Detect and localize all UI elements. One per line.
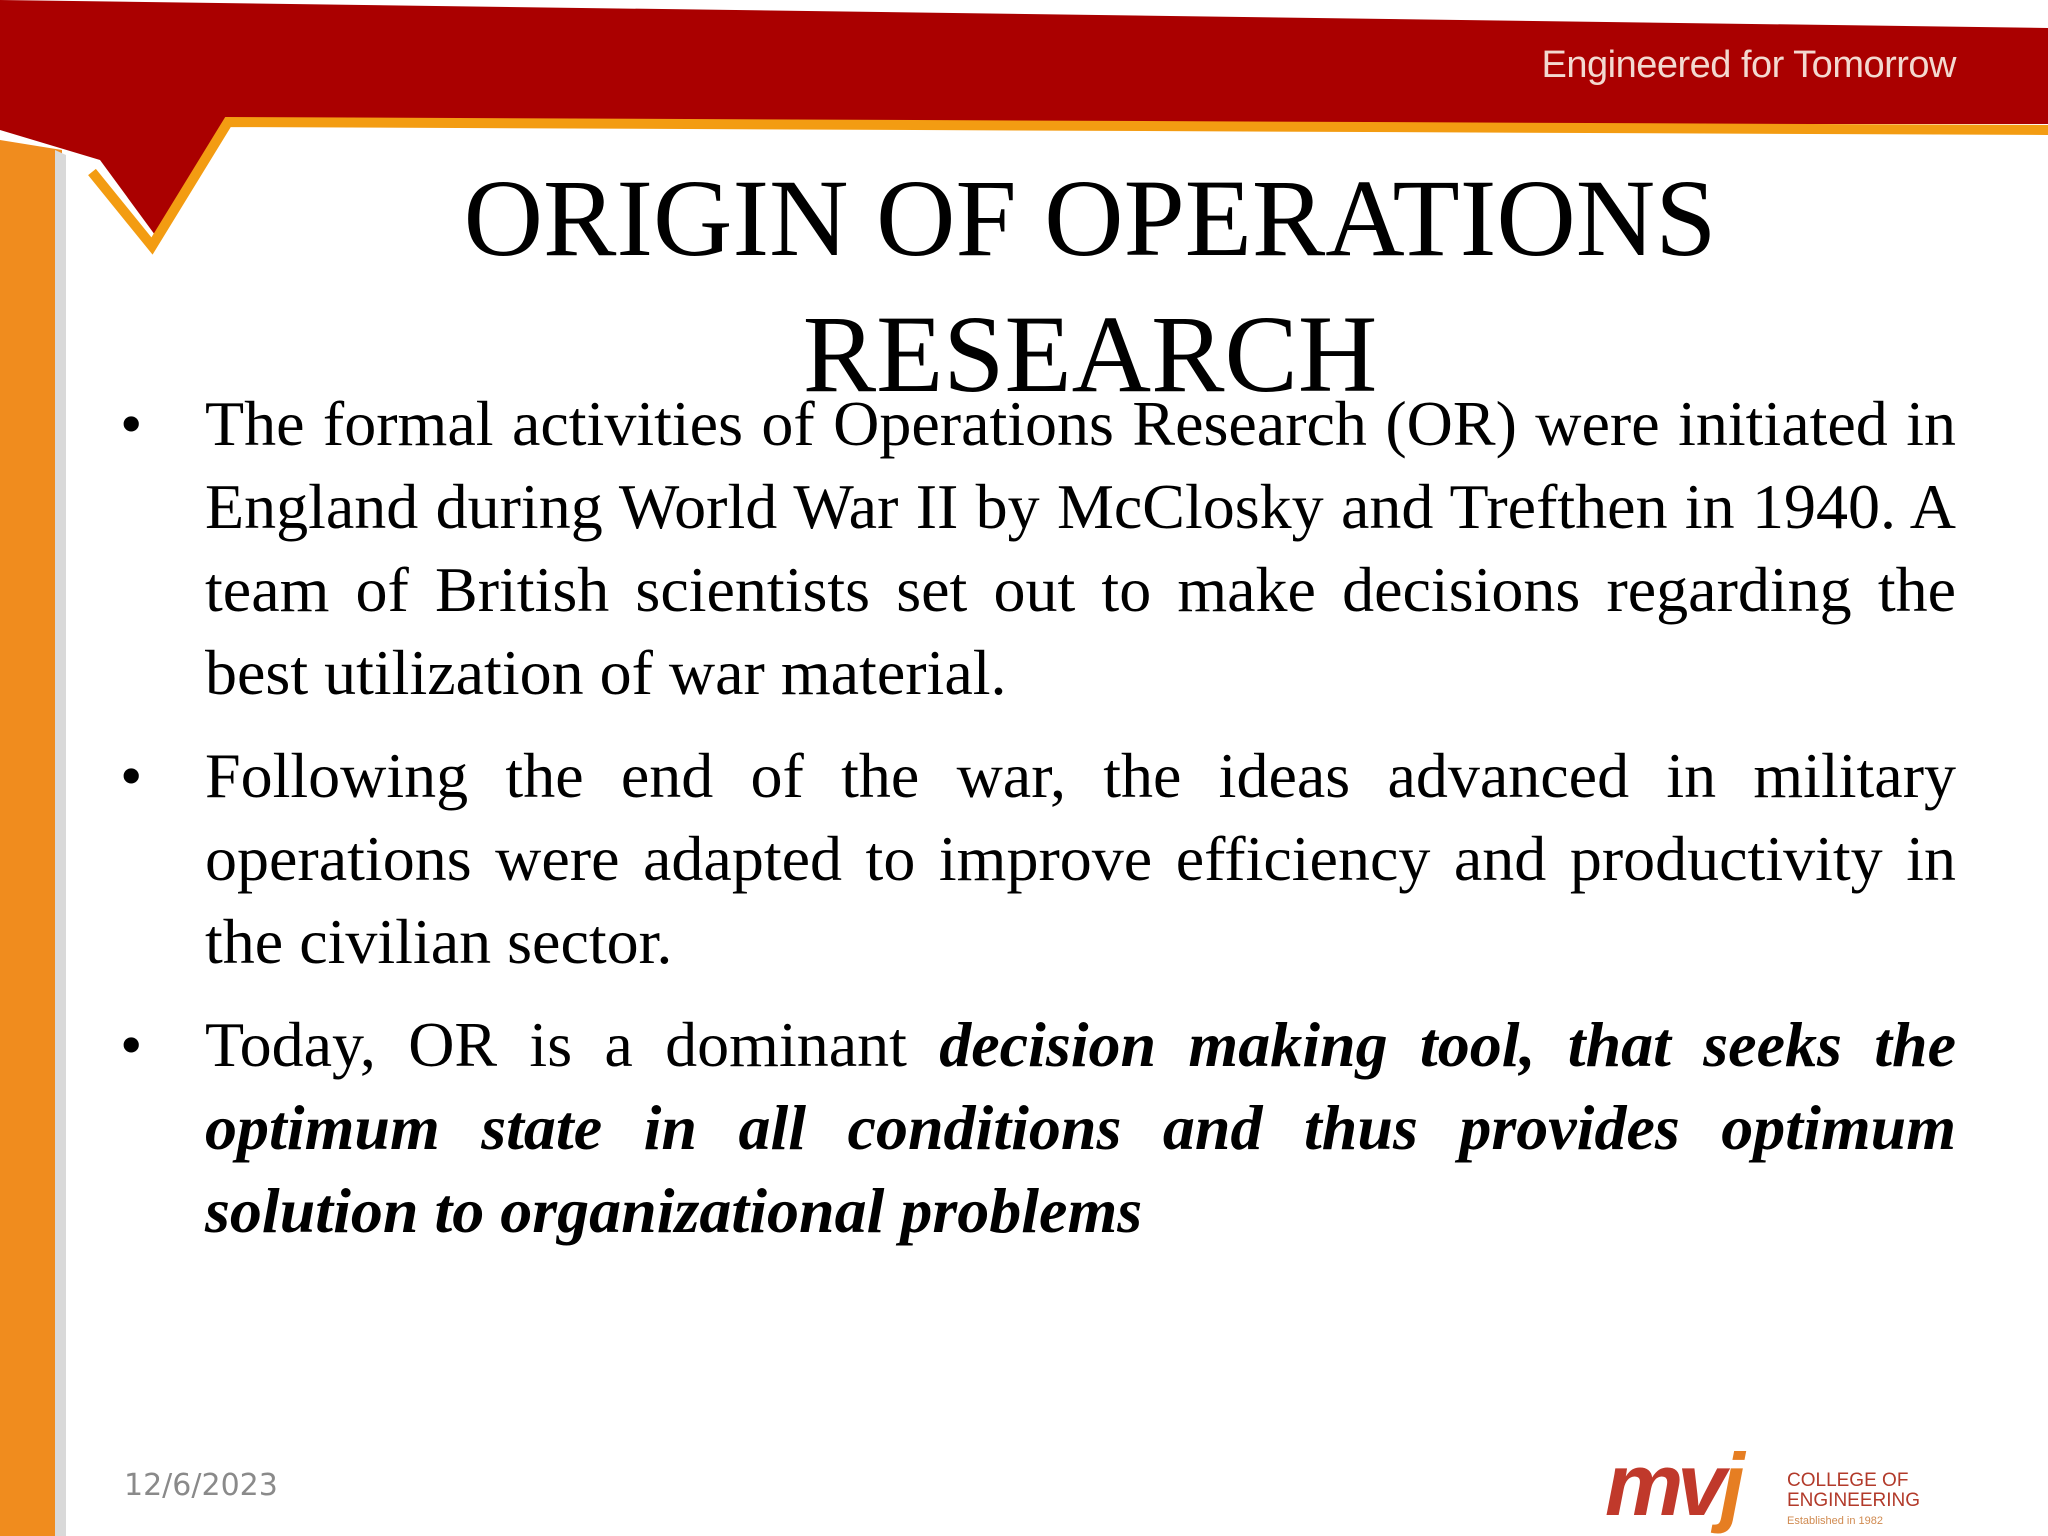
- logo-text: [1787, 1471, 1920, 1511]
- college-logo: [1605, 1435, 1925, 1535]
- logo-line-1: COLLEGE OF: [1787, 1470, 1909, 1491]
- bullet-icon: •: [120, 740, 143, 811]
- bullet-text: The formal activities of Operations Research (OR) were initiated in England during World War II by McClosky and Trefthen in 1940. A team of British scientists set out to make decisions regarding the best utilization of war material.: [205, 388, 1956, 708]
- bullet-icon: •: [120, 1009, 143, 1080]
- bullet-emphasis: decision making tool, that seeks the optimum state in all conditions and thus provides optimum solution to organizational problems: [205, 1009, 1956, 1246]
- logo-mark-mv: mv: [1605, 1435, 1721, 1534]
- logo-line-2: ENGINEERING: [1787, 1490, 1921, 1511]
- slide-title: ORIGIN OF OPERATIONS RESEARCH: [463, 157, 1717, 415]
- bullet-item: [120, 382, 1956, 714]
- left-orange-bar: [0, 140, 62, 1536]
- left-orange-bar-shadow: [55, 150, 66, 1536]
- logo-mark: [1605, 1435, 1739, 1534]
- bullet-text: Today, OR is a dominant: [205, 1009, 940, 1080]
- bullet-list: [120, 382, 1956, 1272]
- bullet-icon: •: [120, 388, 143, 459]
- header-tagline: Engineered for Tomorrow: [1541, 44, 1956, 86]
- slide-date: 12/6/2023: [124, 1468, 278, 1503]
- bullet-item: [120, 734, 1956, 983]
- logo-established: Established in 1982: [1787, 1515, 1884, 1527]
- bullet-text: Following the end of the war, the ideas advanced in military operations were adapted to improve efficiency and productivity in the civilian sector.: [205, 740, 1956, 977]
- bullet-item: [120, 1003, 1956, 1252]
- logo-mark-j: j: [1720, 1435, 1739, 1534]
